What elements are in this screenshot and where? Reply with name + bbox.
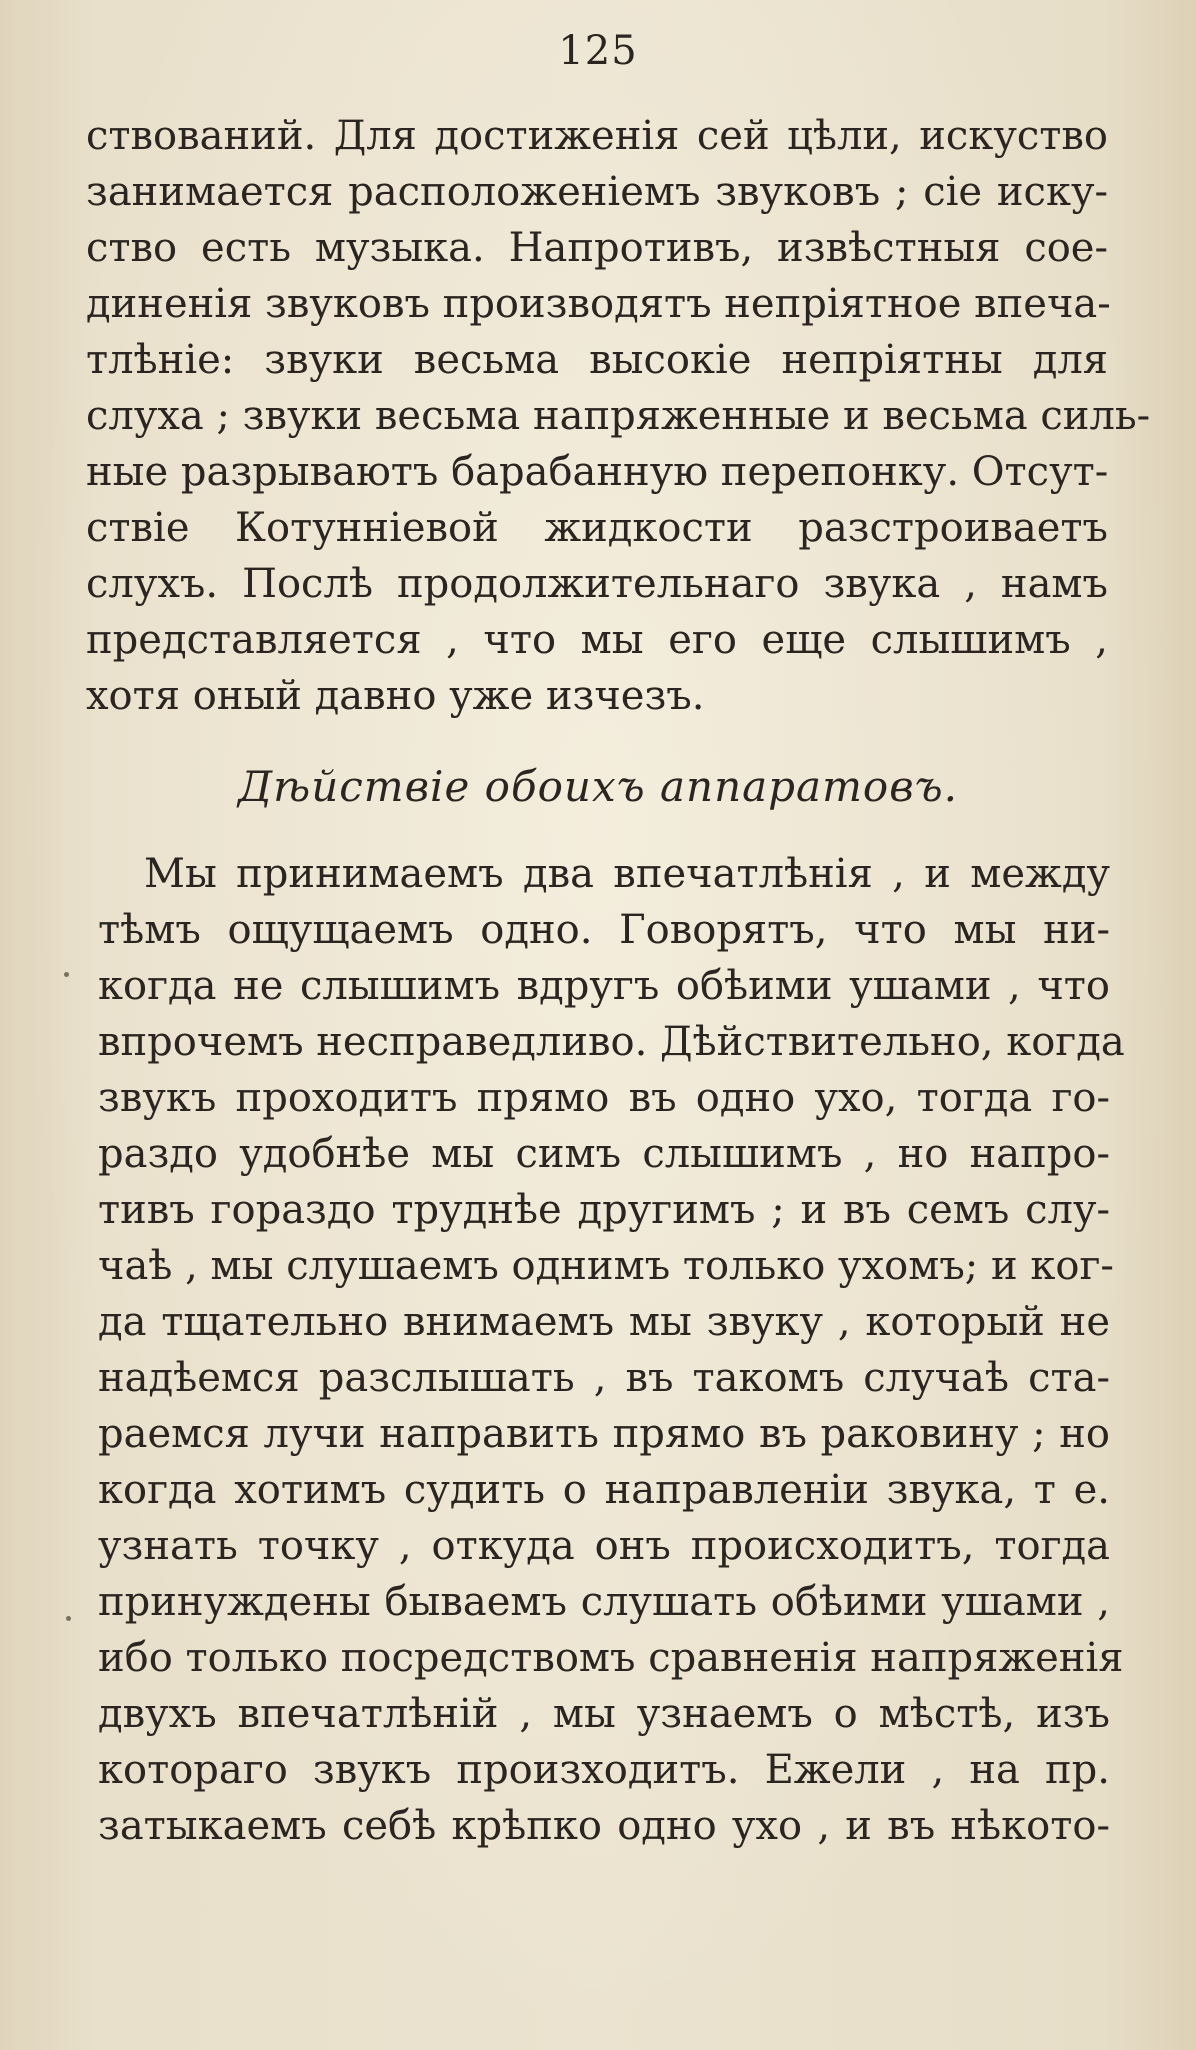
text-line: раемся лучи направить прямо въ раковину ; но <box>98 1411 1110 1457</box>
text-line: представляется , что мы его еще слышимъ , <box>86 617 1108 663</box>
text-line: когда не слышимъ вдругъ обѣими ушами , что <box>98 963 1110 1009</box>
text-line: раздо удобнѣе мы симъ слышимъ , но напро- <box>98 1131 1110 1177</box>
text-line: тѣмъ ощущаемъ одно. Говорятъ, что мы ни- <box>98 907 1110 953</box>
text-line: тлѣніе: звуки весьма высокіе непріятны для <box>86 337 1108 383</box>
text-line: звукъ проходитъ прямо въ одно ухо, тогда го- <box>98 1075 1110 1121</box>
text-line: затыкаемъ себѣ крѣпко одно ухо , и въ нѣкото- <box>98 1803 1110 1849</box>
text-line: Мы принимаемъ два впечатлѣнія , и между <box>144 851 1110 897</box>
text-line: двухъ впечатлѣній , мы узнаемъ о мѣстѣ, изъ <box>98 1691 1110 1737</box>
text-line: узнать точку , откуда онъ происходитъ, тогда <box>98 1523 1110 1569</box>
text-line: ибо только посредствомъ сравненія напряженія <box>98 1635 1124 1681</box>
text-line: занимается расположеніемъ звуковъ ; сіе иску- <box>86 169 1108 215</box>
text-line: ствіе Котуннiевой жидкости разстроиваетъ <box>86 505 1108 551</box>
text-line: ные разрываютъ барабанную перепонку. Отсут- <box>86 449 1109 495</box>
text-line: надѣемся разслышать , въ такомъ случаѣ ста- <box>98 1355 1110 1401</box>
text-line: ствований. Для достиженія сей цѣли, искуство <box>86 113 1108 159</box>
text-line: впрочемъ несправедливо. Дѣйствительно, когда <box>98 1019 1125 1065</box>
text-line: чаѣ , мы слушаемъ однимъ только ухомъ; и ког- <box>98 1243 1114 1289</box>
text-line: слуха ; звуки весьма напряженные и весьма силь- <box>86 393 1151 439</box>
page-number: 125 <box>558 28 638 74</box>
text-line: диненія звуковъ производятъ непріятное впеча- <box>86 281 1111 327</box>
ink-speck <box>66 1616 71 1621</box>
text-line: принуждены бываемъ слушать обѣими ушами , <box>98 1579 1110 1625</box>
text-line: когда хотимъ судить о направленіи звука, т е. <box>98 1467 1110 1513</box>
text-line: ство есть музыка. Напротивъ, извѣстныя сое- <box>86 225 1108 271</box>
text-line: хотя оный давно уже изчезъ. <box>86 673 705 719</box>
text-line: слухъ. Послѣ продолжительнаго звука , намъ <box>86 561 1108 607</box>
text-line: котораго звукъ произходитъ. Ежели , на пр. <box>98 1747 1110 1793</box>
ink-speck <box>64 972 69 977</box>
text-line: тивъ гораздо труднѣе другимъ ; и въ семъ слу- <box>98 1187 1110 1233</box>
text-line: да тщательно внимаемъ мы звуку , который не <box>98 1299 1110 1345</box>
section-heading: Дѣйствіе обоихъ аппаратовъ. <box>238 762 958 811</box>
